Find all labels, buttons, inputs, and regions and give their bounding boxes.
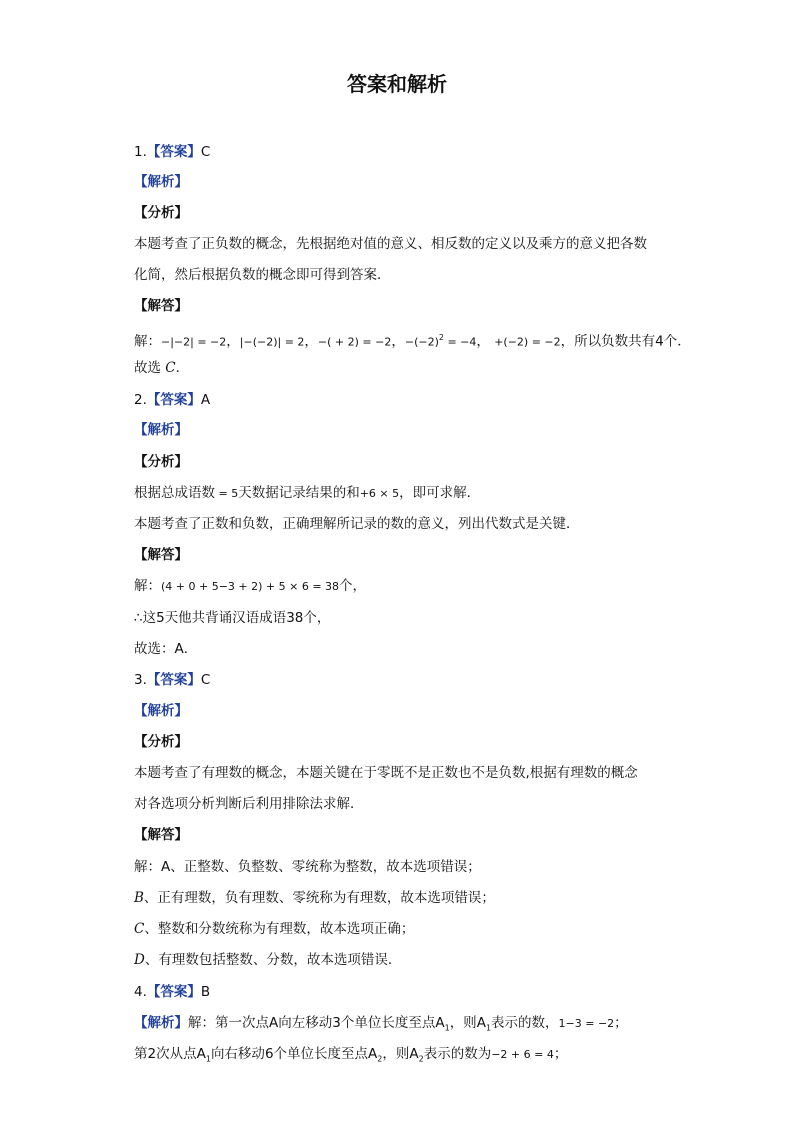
q1-fenxi-label: 【分析】 <box>134 205 188 221</box>
q4-solution-1: 【解析】解：第一次点A向左移动3个单位长度至点$A_1$，则$A_1$表示的数，1−3 = −2； <box>134 1015 628 1033</box>
q2-choose: 故选：A． <box>134 641 198 657</box>
q2-answer: A <box>200 392 211 408</box>
q2-solution-2: ∴这5天他共背诵汉语成语38个， <box>134 610 331 626</box>
q1-solution: 解：−|−2| = −2，|−(−2)| = 2，−( + 2) = −2，$-(-2)^2 = -4$， +(−2) = −2，所以负数共有4个． <box>134 333 691 350</box>
q3-jiexi-label: 【解析】 <box>134 703 188 719</box>
q4-number: 4. <box>134 984 147 1000</box>
q1-jiexi-label: 【解析】 <box>134 174 188 190</box>
q3-answer: C <box>200 672 211 688</box>
q3-option-d: D、有理数包括整数、分数，故本选项错误． <box>134 952 402 968</box>
q3-fenxi-label: 【分析】 <box>134 734 188 750</box>
q3-option-b: B、正有理数，负有理数、零统称为有理数，故本选项错误； <box>134 890 495 906</box>
q2-fenxi-label: 【分析】 <box>134 454 188 470</box>
q3-option-c: C、整数和分数统称为有理数，故本选项正确； <box>134 921 415 937</box>
page-title: 答案和解析 <box>347 72 447 96</box>
answer-label: 【答案】 <box>146 984 201 1000</box>
answer-label: 【答案】 <box>146 672 201 688</box>
q2-jiexi-label: 【解析】 <box>134 422 188 438</box>
q1-jieda-label: 【解答】 <box>134 298 188 314</box>
q3-analysis-1: 本题考查了有理数的概念，本题关键在于零既不是正数也不是负数,根据有理数的概念 <box>134 765 638 781</box>
q1-answer: C <box>200 144 211 160</box>
q1-answer-line <box>134 143 210 161</box>
q4-answer: B <box>200 984 211 1000</box>
answer-label: 【答案】 <box>146 392 201 408</box>
q3-number: 3. <box>134 672 147 688</box>
q3-jieda-label: 【解答】 <box>134 827 188 843</box>
q3-option-a: 解：A、正整数、负整数、零统称为整数，故本选项错误； <box>134 859 481 875</box>
q2-jieda-label: 【解答】 <box>134 547 188 563</box>
q1-analysis-1: 本题考查了正负数的概念，先根据绝对值的意义、相反数的定义以及乘方的意义把各数 <box>134 236 647 252</box>
q1-number: 1. <box>134 144 147 160</box>
q4-solution-2: 第2次从点$A_1$向右移动6个单位长度至点$A_2$，则$A_2$表示的数为−2 + 6 = 4； <box>134 1046 568 1064</box>
q2-analysis-1: 根据总成语数 = 5天数据记录结果的和+6 × 5，即可求解． <box>134 485 481 501</box>
q3-answer-line <box>134 671 210 689</box>
answer-label: 【答案】 <box>146 144 201 160</box>
q2-analysis-2: 本题考查了正数和负数，正确理解所记录的数的意义，列出代数式是关键． <box>134 516 580 532</box>
q2-solution: 解：(4 + 0 + 5−3 + 2) + 5 × 6 = 38个， <box>134 578 367 594</box>
q4-answer-line <box>134 983 210 1001</box>
q3-analysis-2: 对各选项分析判断后利用排除法求解． <box>134 796 364 812</box>
q2-answer-line <box>134 391 210 409</box>
q1-analysis-2: 化简，然后根据负数的概念即可得到答案． <box>134 267 391 283</box>
q2-number: 2. <box>134 392 147 408</box>
q1-choose: 故选 C． <box>134 360 190 376</box>
